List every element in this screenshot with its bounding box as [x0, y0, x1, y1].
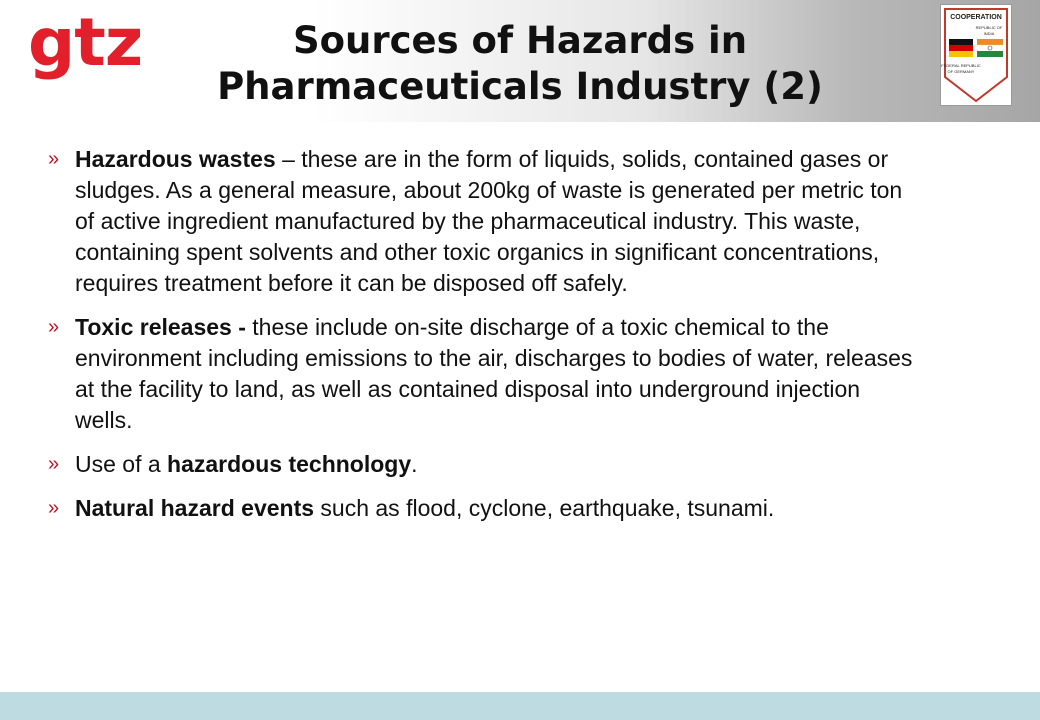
cooperation-seal: [940, 4, 1012, 106]
bullet-marker: »: [48, 316, 60, 338]
svg-text:FEDERAL REPUBLIC: FEDERAL REPUBLIC: [941, 63, 981, 68]
bullet-text: [75, 493, 774, 524]
bullet-natural-hazards: [48, 493, 918, 524]
bullet-marker: »: [48, 497, 60, 519]
bullet-hazardous-technology: [48, 449, 918, 480]
bullet-list: [48, 144, 918, 537]
bullet-text: [75, 449, 418, 480]
svg-text:INDIA: INDIA: [983, 31, 995, 36]
bullet-text: [75, 312, 918, 436]
bullet-body: these include on-site discharge of a toxic chemical to the environment including emissions to the air, discharges to bodies of water, releases at the facility to land, as well as contained disposal into underground injection wells.: [75, 314, 913, 433]
footer-band: [0, 692, 1040, 720]
bullet-text: [75, 144, 918, 299]
bullet-toxic-releases: [48, 312, 918, 436]
bullet-marker: »: [48, 148, 60, 170]
svg-text:REPUBLIC OF: REPUBLIC OF: [975, 25, 1003, 30]
bullet-bold-term: Natural hazard events: [75, 495, 315, 521]
title-line-2: Pharmaceuticals Industry (2): [217, 65, 823, 108]
bullet-body: – these are in the form of liquids, solids, contained gases or sludges. As a general measure, about 200kg of waste is generated per metric ton of active ingredient manufactured by the pharmaceutical industry. This waste, containing spent solvents and other toxic organics in significant concentrations, requires treatment before it can be disposed off safely.: [75, 146, 903, 296]
svg-text:OF GERMANY: OF GERMANY: [947, 69, 975, 74]
gtz-logo: gtz: [28, 4, 143, 81]
bullet-bold-term: hazardous technology: [167, 451, 412, 477]
bullet-marker: »: [48, 453, 60, 475]
bullet-bold-term: Toxic releases -: [75, 314, 253, 340]
bullet-prefix: Use of a: [75, 451, 168, 477]
bullet-body: such as flood, cyclone, earthquake, tsunami.: [314, 495, 775, 521]
svg-text:COOPERATION: COOPERATION: [950, 14, 1002, 21]
bullet-bold-term: Hazardous wastes: [75, 146, 276, 172]
bullet-body: .: [411, 451, 418, 477]
title-line-1: Sources of Hazards in: [292, 19, 748, 62]
slide-title: [180, 18, 860, 110]
bullet-hazardous-wastes: [48, 144, 918, 299]
